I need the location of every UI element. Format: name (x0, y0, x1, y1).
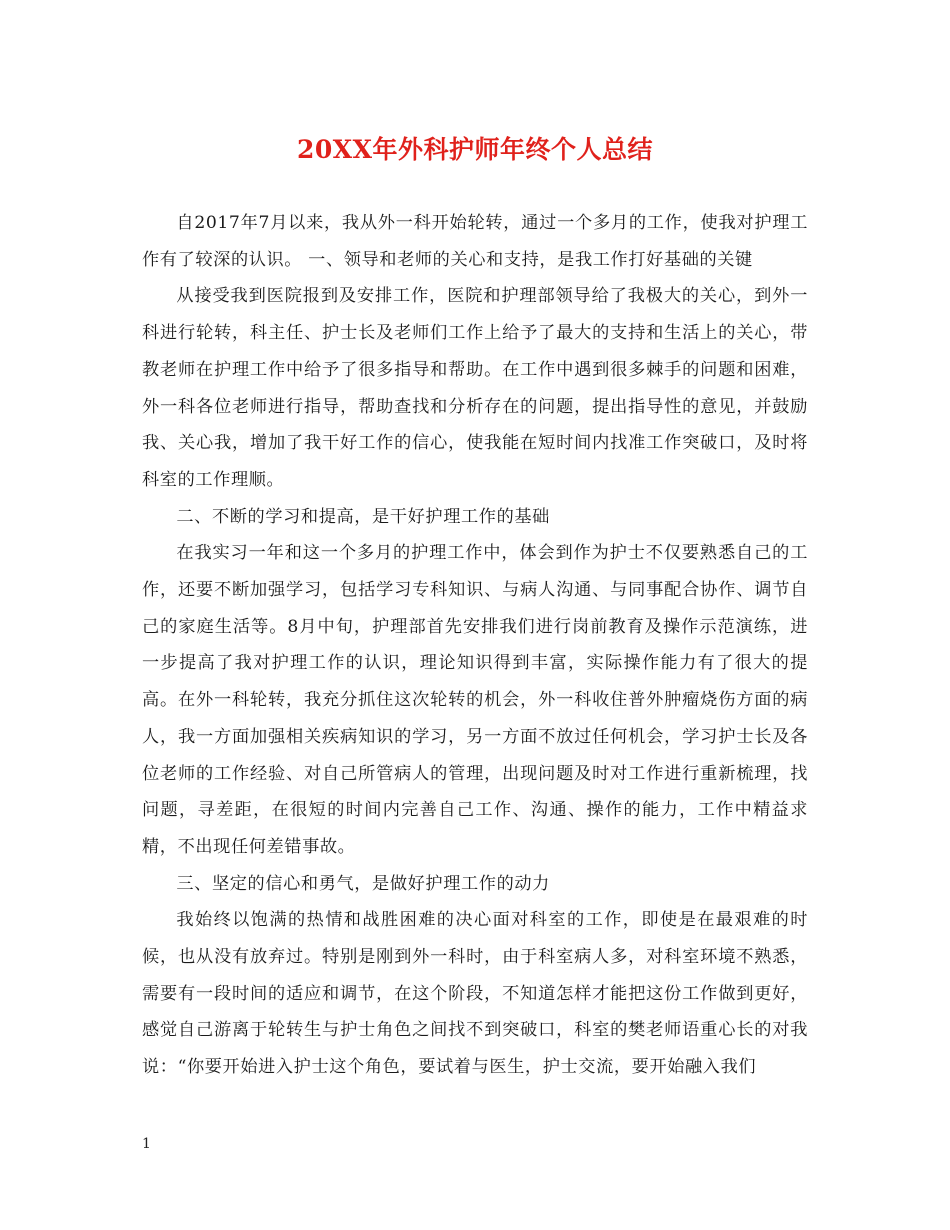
document-body (142, 205, 808, 1086)
document-title: 20XX年外科护师年终个人总结 (296, 135, 654, 164)
paragraph-confidence: 我始终以饱满的热情和战胜困难的决心面对科室的工作，即使是在最艰难的时候，也从没有放弃过。特别是刚到外一科时，由于科室病人多，对科室环境不熟悉，需要有一段时间的适应和调节，在这个阶段，不知道怎样才能把这份工作做到更好，感觉自己游离于轮转生与护士角色之间找不到突破口，科室的樊老师语重心长的对我说：“你要开始进入护士这个角色，要试着与医生，护士交流，要开始融入我们 (142, 910, 808, 1078)
paragraph-leadership-support: 从接受我到医院报到及安排工作，医院和护理部领导给了我极大的关心，到外一科进行轮转，科主任、护士长及老师们工作上给予了最大的支持和生活上的关心，带教老师在护理工作中给予了很多指导和帮助。在工作中遇到很多棘手的问题和困难，外一科各位老师进行指导，帮助查找和分析存在的问题，提出指导性的意见，并鼓励我、关心我，增加了我干好工作的信心，使我能在短时间内找准工作突破口，及时将科室的工作理顺。 (142, 286, 808, 490)
page-number: 1 (142, 1136, 151, 1152)
paragraph-learning: 在我实习一年和这一个多月的护理工作中，体会到作为护士不仅要熟悉自己的工作，还要不断加强学习，包括学习专科知识、与病人沟通、与同事配合协作、调节自己的家庭生活等。8月中旬，护理部首先安排我们进行岗前教育及操作示范演练，进一步提高了我对护理工作的认识，理论知识得到丰富，实际操作能力有了很大的提高。在外一科轮转，我充分抓住这次轮转的机会，外一科收住普外肿瘤烧伤方面的病人，我一方面加强相关疾病知识的学习，另一方面不放过任何机会，学习护士长及各位老师的工作经验、对自己所管病人的管理，出现问题及时对工作进行重新梳理，找问题，寻差距，在很短的时间内完善自己工作、沟通、操作的能力，工作中精益求精，不出现任何差错事故。 (142, 543, 808, 857)
section-heading-learning: 二、不断的学习和提高，是干好护理工作的基础 (176, 506, 550, 527)
paragraph-intro: 自2017年7月以来，我从外一科开始轮转，通过一个多月的工作，使我对护理工作有了较深的认识。 一、领导和老师的关心和支持，是我工作打好基础的关键 (142, 213, 808, 270)
section-heading-confidence: 三、坚定的信心和勇气，是做好护理工作的动力 (176, 873, 550, 894)
